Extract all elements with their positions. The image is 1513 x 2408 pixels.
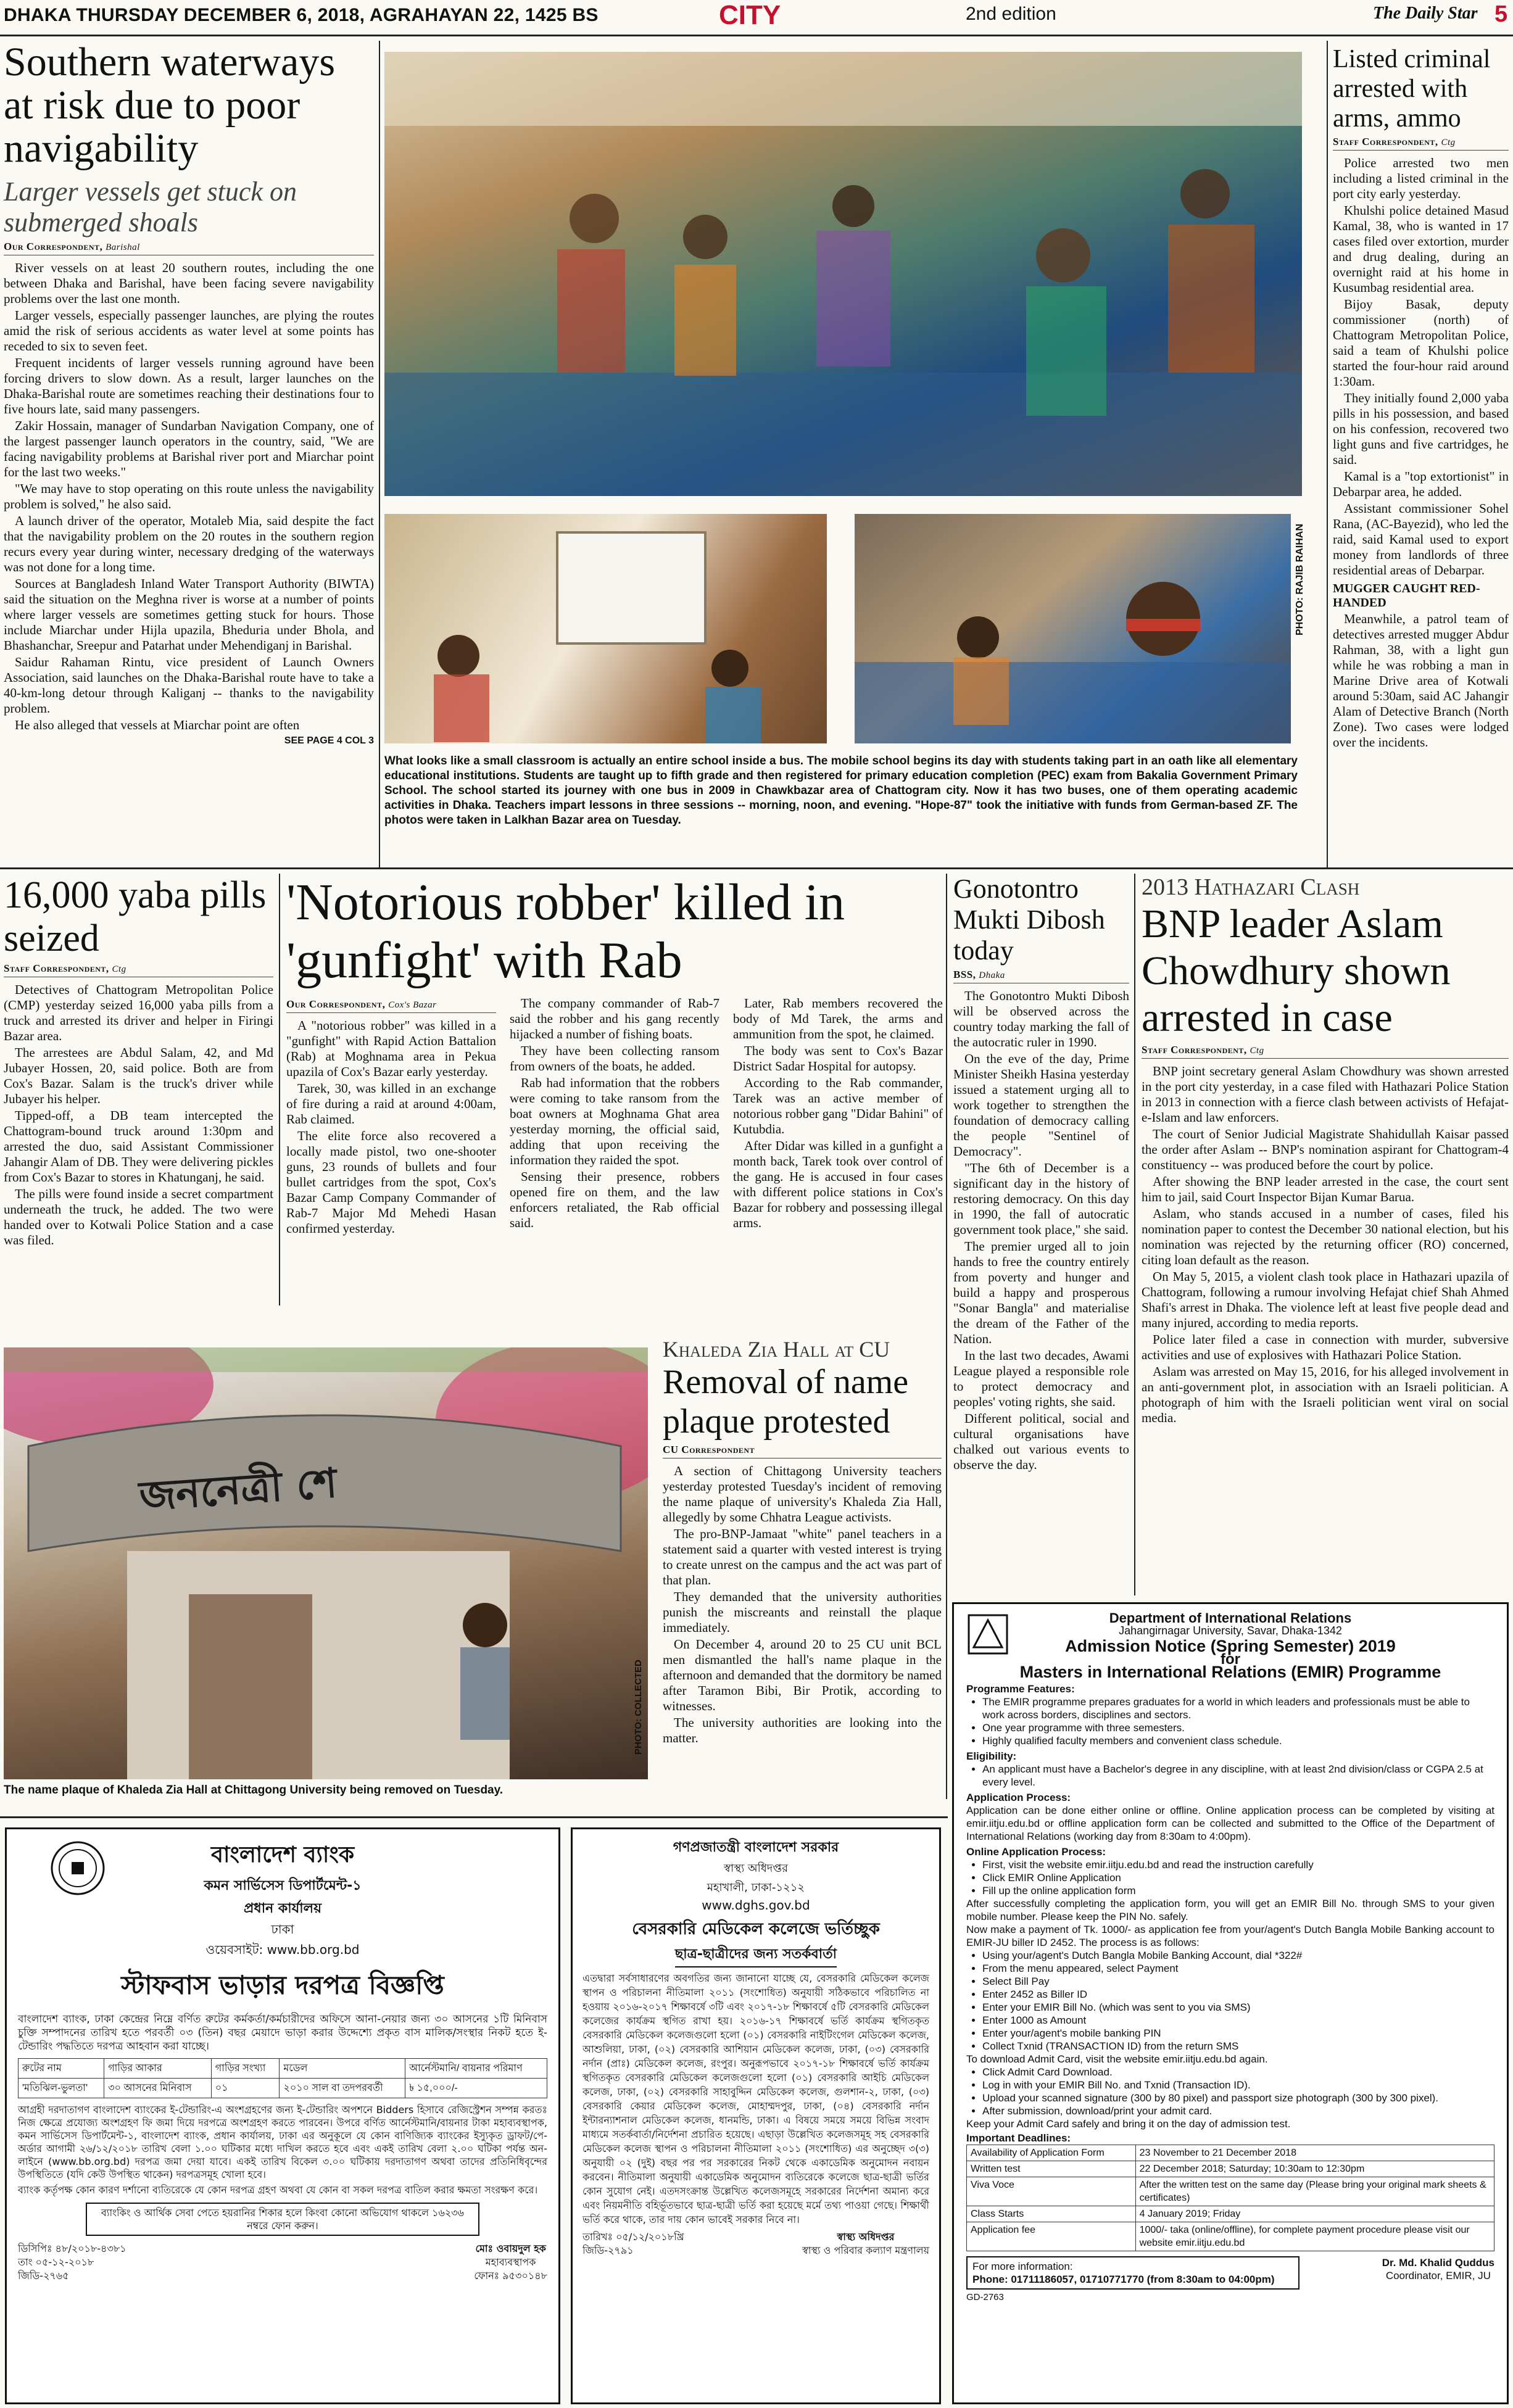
dghs-ministry: স্বাস্থ্য ও পরিবার কল্যাণ মন্ত্রণালয় (802, 2245, 929, 2256)
dghs-body: এতদ্বারা সর্বসাধারণের অবগতির জন্য জানানো যাচ্ছে যে, বেসরকারি মেডিকেল কলেজ স্থাপন ও পরিচালনা নীতিমালা ২০১১ (সংশোধিত) অনুযায়ী সঠিকভাবে পরিচালিত না হওয়ায় ২০১৬-২০১৭ শিক্ষাবর্ষে ৩টি এবং ২০১৭-১৮ শিক্ষাবর্ষে ৫টি বেসরকারি মেডিকেল কলেজের কার্যক্রম স্থগিত রাখা হয়। ২০১৬-১৭ শিক্ষাবর্ষে ভর্তি কার্যক্রম স্থগিতকৃত বেসরকারি মেডিকেল কলেজগুলো হলো (০১) বেসরকারি নাইটিংগেল মেডিকেল কলেজ, আশুলিয়া, ঢাকা, (০২) বেসরকারি আশিয়ান মেডিকেল কলেজ, ঢাকা, (০৩) বেসরকারি নর্দান (প্রাঃ) মেডিকেল কলেজ, রংপুর। অনুরূপভাবে ২০১৭-১৮ শিক্ষাবর্ষে ভর্তি কার্যক্রম স্থগিতকৃত বেসরকারি মেডিকেল কলেজগুলো হলো (০১) বেসরকারি আইচি মেডিকেল কলেজ, ঢাকা, (০২) বেসরকারি সাহাবুদ্দিন মেডিকেল কলেজ, গুলশান-২, ঢাকা, (০৩) বেসরকারি কেয়ার মেডিকেল কলেজ, মোহাম্মদপুর, ঢাকা, (০৪) বেসরকারি নর্দান ইন্টারন্যাশনাল মেডিকেল কলেজ, ধানমন্ডি, ঢাকা। এ বিষয়ে সময়ে সময়ে বিভিন্ন সংবাদ মাধ্যমে সতর্কবার্তা/নির্দেশনা প্রচারিত হয়েছে। এছাড়া উল্লেখিত কলেজসমূহ সহ বেসরকারি মেডিকেল কলেজ স্থাপন ও পরিচালনা নীতিমালা ২০১১ (সংশোধিত) এর অনুচ্ছেদ ৩(৩) অনুযায়ী ০২ (দুই) বছর পর পর সরকারের নিকট থেকে একাডেমিক অনুমোদন নবায়ন করবেন। নীতিমালা অনুযায়ী একাডেমিক অনুমোদন ব্যতিরেকে কলেজে ছাত্র-ছাত্রী ভর্তির কোন সুযোগ নেই। এতদসংক্রান্ত উল্লেখিত কলেজসমূহে সরকারের নির্দেশনা অমান্য করে এবং নিয়মনীতি বহির্ভূতভাবে ছাত্র-ছাত্রী ভর্তি করা হয়েছে মর্মে তথ্য পাওয়া গেছে। শিক্ষার্থী ভর্তি করে থাকে, তার দায় কোন ভাবেই সরকার নিবে না। (582, 1972, 929, 2225)
robber-story (286, 874, 943, 1238)
plaque-story (663, 1336, 942, 1747)
yaba-story (4, 874, 273, 1249)
yaba-body: Detectives of Chattogram Metropolitan Police (CMP) yesterday seized 16,000 yaba pills from a truck and arrested its driver and helper in Firingi Bazar area. The arrestees are Abdul Salam, 42, and Md Jubayer Hossen, 20, said police. Both are from Cox's Bazar. Salam is the truck's driver while Jubayer his helper. Tipped-off, a DB team intercepted the Chattogram-bound truck around 1:30pm and arrested the duo, said Assistant Commissioner Jahangir Alam of DB. They were delivering pickles from Cox's Bazar to stores in Khatunganj, he said. The pills were found inside a secret compartment underneath the truck, he added. The two were handed over to Kotwali Police Station and a case was filed. (4, 982, 273, 1247)
gonotontro-headline: Gonotontro Mukti Dibosh today (953, 874, 1105, 966)
list-item: • An applicant must have a Bachelor's degree in any discipline, with at least 2nd division/class or CGPA 2.5 at every level. (982, 1763, 1494, 1789)
criminal-subhead: MUGGER CAUGHT RED-HANDED (1333, 582, 1480, 610)
ju-online-list (966, 1858, 1494, 1897)
bank-city: ঢাকা (271, 1922, 294, 1937)
list-item: • Enter 2452 as Biller ID (982, 1988, 1494, 2001)
bnp-kicker: 2013 Hathazari Clash (1142, 874, 1360, 900)
ju-header (966, 1612, 1494, 1679)
table-cell: গাড়ির আকার (104, 2059, 212, 2079)
plaque-body: A section of Chittagong University teachers yesterday protested Tuesday's incident of removing the name plaque of university's Khaleda Zia Hall, allegedly by some Chhatra League activists. The pro-BNP-Jamaat "white" panel teachers in a statement said a quarter with vested interest is trying to create unrest on the campus and the act was part of that plan. They demanded that the university authorities punish the miscreants and reinstall the plaque immediately. On December 4, around 20 to 25 CU unit BCL men dismantled the hall's name plaque in the afternoon and demanded that the dormitory be named after Taramon Bibi, Bir Protik, according to witnesses. The university authorities are looking into the matter. (663, 1463, 942, 1745)
ju-features-label: Programme Features: (966, 1683, 1075, 1695)
list-item: • The EMIR programme prepares graduates for a world in which leaders and professionals must be able to work across borders, disciplines and sectors. (982, 1695, 1494, 1721)
ju-signer-block (1382, 2256, 1494, 2290)
column-rule (946, 874, 947, 1799)
column-rule (379, 41, 380, 867)
waterways-body: River vessels on at least 20 southern routes, including the one between Dhaka and Barishal, have been facing severe navigability problems over the last one month. Larger vessels, especially passenger launches, are plying the routes amid the risk of serious accidents as water level at some points has receded to six to seven feet. Frequent incidents of larger vessels running aground have been forcing drivers to slow down. As a result, larger launches on the Dhaka-Barishal route are sometimes reaching their destinations four to five hours late, said many passengers. Zakir Hossain, manager of Sundarban Navigation Company, one of the largest passenger launch operators in the country, said, "We are facing navigability problems at Barishal river port and Miarchar point for the last two weeks." "We may have to stop operating on this route unless the navigability problem is solved," he also said. A launch driver of the operator, Motaleb Mia, said despite the fact that the navigability problem on the 20 routes in the southern region recurs every year during winter, necessary dredging of the waterways was not done for a long time. Sources at Bangladesh Inland Water Transport Authority (BIWTA) said the situation on the Meghna river is worse at a number of points where larger vessels are sometimes getting stuck for hours. Those include Miarchar under Hijla upazila, Bheduria under Bhola, and Bhashanchar, Sreepur and Patarhat under Mehendiganj in Barishal. Saidur Rahaman Rintu, vice president of Launch Owners Association, said launches on the Dhaka-Barishal route have to take a 40-km-long detour through Kaliganj -- thanks to the navigability problem. He also alleged that vessels at Miarchar point are often (4, 260, 374, 732)
dghs-ref-gd: জিডি-২৭৯১ (582, 2245, 634, 2256)
table-row (967, 2206, 1494, 2222)
plaque-caption: The name plaque of Khaleda Zia Hall at Chittagong University being removed on Tuesday. (4, 1784, 504, 1797)
list-item: • Using your/agent's Dutch Bangla Mobile Banking Account, dial *322# (982, 1949, 1494, 1962)
dghs-refs (582, 2230, 684, 2257)
ju-process: Application can be done either online or offline. Online application process can be completed by visiting at emir.iitju.edu.bd or offline application form can be collected and submitted to the Office of the Department of International Relations (working day from 8:30am to 4:00pm). (966, 1805, 1494, 1842)
ju-phone: Phone: 01711186057, 01710771770 (from 8:30am to 04:00pm) (972, 2274, 1275, 2285)
plaque-photo-credit: PHOTO: COLLECTED (633, 1660, 644, 1755)
bank-route-table (18, 2058, 547, 2098)
ad-dghs (571, 1827, 941, 2404)
dghs-signer-block (802, 2230, 929, 2257)
list-item: • Click EMIR Online Application (982, 1871, 1494, 1884)
table-cell: আর্নেস্টমানি/ বায়নার পরিমাণ (405, 2059, 547, 2079)
masthead-rule (0, 35, 1513, 36)
ju-programme: Masters in International Relations (EMIR) Programme (1019, 1663, 1441, 1681)
table-cell: ৳ ১৫,০০০/- (405, 2079, 547, 2098)
waterways-headline: Southern waterways at risk due to poor navigability (4, 39, 336, 171)
plaque-scene-graphic (4, 1347, 648, 1779)
bank-seal-icon (50, 1840, 106, 1896)
dghs-title: বেসরকারি মেডিকেল কলেজে ভর্তিচ্ছুক (632, 1920, 880, 1938)
plaque-sign-text: জননেত্রী শে (138, 1458, 339, 1521)
section-label: CITY (719, 0, 781, 30)
paper-logo: The Daily Star (1373, 4, 1478, 23)
list-item: • One year programme with three semesters. (982, 1721, 1494, 1734)
table-cell: ৩০ আসনের মিনিবাস (104, 2079, 212, 2098)
bank-org: বাংলাদেশ ব্যাংক (210, 1842, 355, 1868)
table-cell: Application fee (967, 2222, 1136, 2251)
ju-payment: Now make a payment of Tk. 1000/- as application fee from your/agent's Dutch Bangla Mobile Banking account to EMIR-JU biller ID 2452. The process is as follows: (966, 1924, 1494, 1948)
column-rule (279, 874, 280, 1305)
list-item: • Highly qualified faculty members and convenient class schedule. (982, 1734, 1494, 1747)
ads-rule (0, 1816, 948, 1818)
ju-deadlines-table (966, 2145, 1494, 2251)
section-rule (0, 867, 1513, 869)
students-scene-graphic (855, 514, 1291, 743)
criminal-body: Police arrested two men including a listed criminal in the port city early yesterday. Khulshi police detained Masud Kamal, 38, who is wanted in 17 cases filed over extortion, murder and drug dealing, during an overnight raid at his home in Kusumbag residential area. Bijoy Basak, deputy commissioner (north) of Chattogram Metropolitan Police, said a team of Khulshi police started the four-hour raid around 1:30am. They initially found 2,000 yaba pills in his possession, and based on his confession, recovered two light guns and five cartridges, he said. Kamal is a "top extortionist" in Debarpar area, he added. Assistant commissioner Sohel Rana, (AC-Bayezid), who led the raid, said Kamal used to export money from landlords of three residential areas of Debarpar. (1333, 155, 1509, 577)
bank-office: প্রধান কার্যালয় (243, 1901, 322, 1916)
table-cell: Viva Voce (967, 2177, 1136, 2206)
bnp-story (1142, 874, 1509, 1427)
table-cell: 23 November to 21 December 2018 (1135, 2145, 1494, 2161)
gonotontro-body: The Gonotontro Mukti Dibosh will be observed across the country today marking the fall of the autocratic ruler in 1990. On the eve of the day, Prime Minister Sheikh Hasina yesterday issued a statement urging all to work together to strengthen the foundation of democracy calling the people "Sentinel of Democracy". "The 6th of December is a significant day in the history of restoring democracy. On this day in 1990, the fall of autocratic government took place," she said. The premier urged all to join hands to free the country entirely from poverty and hunger and build a happy and prosperous "Sonar Bangla" and materialise the dream of the Father of the Nation. In the last two decades, Awami League played a responsible role to protect democracy and peoples' voting rights, she said. Different political, social and cultural organisations have chalked out various events to observe the day. (953, 988, 1129, 1472)
criminal-body-2: Meanwhile, a patrol team of detectives arrested mugger Abdur Rahman, 38, with a light gun while he was robbing a man in Marine Drive area of Kotwali around 5:30am, said AC Jahangir Alam of Detective Branch (North Zone). Two cases were lodged over the incidents. (1333, 611, 1509, 750)
ju-eligibility-label: Eligibility: (966, 1750, 1017, 1762)
dghs-org: গণপ্রজাতন্ত্রী বাংলাদেশ সরকার (673, 1840, 839, 1855)
bnp-byline: Staff Correspondent, Ctg (1142, 1044, 1509, 1059)
table-row (967, 2222, 1494, 2251)
list-item: • After submission, download/print your admit card. (982, 2104, 1494, 2117)
bnp-body: BNP joint secretary general Aslam Chowdhury was shown arrested in the port city yesterday, in a case filed with Hathazari Police Station in 2013 in connection with a fierce clash between activists of Hefajat-e-Islam and law enforcers. The court of Senior Judicial Magistrate Shahidullah Kaisar passed the order after Aslam -- BNP's nomination aspirant for Chattogram-4 constituency -- was produced before the court by police. After showing the BNP leader arrested in the case, the court sent him to jail, said Court Inspector Bijan Kumar Barua. Aslam, who stands accused in a number of cases, filed his nomination paper to contest the December 30 national election, but his nomination was rejected by the returning officer (RO) concerned, citing loan default as the reason. On May 5, 2015, a violent clash took place in Hathazari upazila of Chattogram, following a rumour involving Hefajat chief Shah Ahmed Shafi's arrest in Dhaka. The violence left at least five people dead and many injured, according to media reports. Police later filed a case in connection with murder, subversive activities and use of explosives with Hathazari Police Station. Aslam was arrested on May 15, 2016, for his alleged involvement in an anti-government plot, in association with an Israeli politician. A photograph of him with the Israeli politician went viral on social media. (1142, 1064, 1509, 1425)
table-cell: রুটের নাম (19, 2059, 104, 2079)
waterways-deck: Larger vessels get stuck on submerged shoals (4, 176, 297, 238)
bank-warning: ব্যাংকিং ও আর্থিক সেবা পেতে হয়রানির শিকার হলে কিংবা কোনো অভিযোগ থাকলে ১৬২৩৬ নম্বরে ফোন করুন। (86, 2203, 479, 2236)
table-row (967, 2177, 1494, 2206)
ju-footer (966, 2256, 1494, 2290)
criminal-story (1333, 44, 1509, 751)
bank-signer-block (474, 2242, 547, 2283)
list-item: • Select Bill Pay (982, 1975, 1494, 1988)
list-item: • Click Admit Card Download. (982, 2066, 1494, 2079)
waterways-byline: Our Correspondent, Barishal (4, 241, 374, 255)
bank-web: ওয়েবসাইট: www.bb.org.bd (205, 1942, 360, 1957)
table-cell: Availability of Application Form (967, 2145, 1136, 2161)
ju-signer: Dr. Md. Khalid Quddus (1382, 2257, 1494, 2269)
ju-features-list (966, 1695, 1494, 1747)
bank-signer-title: মহাব্যবস্থাপক (485, 2256, 536, 2268)
table-cell: গাড়ির সংখ্যা (211, 2059, 280, 2079)
waterways-story (4, 41, 374, 747)
table-cell: 'মতিঝিল-ভুলতা' (19, 2079, 104, 2098)
ju-deadlines-label: Important Deadlines: (966, 2132, 1071, 2144)
list-item: • Fill up the online application form (982, 1884, 1494, 1897)
dghs-web: www.dghs.gov.bd (702, 1898, 810, 1913)
page-number: 5 (1494, 1, 1508, 27)
robber-columns (286, 996, 943, 1238)
ad-ju-emir (952, 1602, 1509, 2404)
list-item: • Enter your EMIR Bill No. (which was sent to you via SMS) (982, 2001, 1494, 2014)
ju-online-label: Online Application Process: (966, 1846, 1106, 1858)
ju-payment-steps (966, 1949, 1494, 2053)
ju-eligibility-list (966, 1763, 1494, 1789)
plaque-photo (4, 1347, 648, 1779)
dghs-footer (582, 2230, 929, 2257)
bank-footer (18, 2242, 547, 2283)
list-item: • Enter your/agent's mobile banking PIN (982, 2027, 1494, 2040)
robber-col-3 (733, 996, 943, 1238)
table-cell: মডেল (280, 2059, 405, 2079)
bank-title: স্টাফবাস ভাড়ার দরপত্র বিজ্ঞপ্তি (121, 1970, 444, 2000)
ad-bangladesh-bank (5, 1827, 560, 2404)
waterways-jump: SEE PAGE 4 COL 3 (284, 735, 374, 746)
robber-col-1-text: A "notorious robber" was killed in a "gunfight" with Rapid Action Battalion (Rab) at Moghnama area in Pekua upazila of Cox's Bazar early yesterday. Tarek, 30, was killed in an exchange of fire during a raid at around 4:00am, Rab claimed. The elite force also recovered a locally made pistol, two one-shooter guns, 23 rounds of bullets and four bullet cartridges from the spot, Cox's Bazar Camp Company Commander of Rab-7 Major Md Mehedi Hasan confirmed yesterday. (286, 1018, 496, 1236)
criminal-headline: Listed criminal arrested with arms, ammo (1333, 45, 1491, 133)
gonotontro-story (953, 874, 1129, 1474)
ju-after: After successfully completing the application form, you will get an EMIR Bill No. through SMS to your given mobile number. Please keep the PIN No. safely. (966, 1898, 1494, 1922)
bank-ref-date: তাং ০৫-১২-২০১৮ (18, 2256, 94, 2268)
table-cell: Class Starts (967, 2206, 1136, 2222)
ju-download-steps (966, 2066, 1494, 2117)
whiteboard-scene-graphic (384, 514, 827, 743)
bank-intro: বাংলাদেশ ব্যাংক, ঢাকা কেন্দ্রের নিম্নে বর্ণিত রুটের কর্মকর্তা/কর্মচারীদের অফিসে আনা-নেয়ার জন্য ৩০ আসনের ১টি মিনিবাস চুক্তি সম্পাদনের তারিখ হতে পরবর্তী ০৩ (তিন) বছর মেয়াদে ভাড়া করার উদ্দেশ্যে প্রকৃত বাস মালিক/সংস্থার নিকট হতে ই-টেন্ডারিং পদ্ধতিতে দরপত্র আহবান করা যাচ্ছে। (18, 2013, 547, 2053)
classroom-scene-graphic (384, 52, 1302, 496)
robber-col-2-text: The company commander of Rab-7 said the robber and his gang recently hijacked a number of fishing boats. They have been collecting ransom from owners of the boats, he added. Rab had information that the robbers were coming to take ransom from the boat owners at Moghnama Ghat area yesterday morning, the official said, adding that upon receiving the information they raided the spot. Sensing their presence, robbers opened fire on them, and the law enforcers retaliated, the Rab official said. (510, 996, 719, 1230)
table-row (19, 2059, 547, 2079)
ju-for: for (1221, 1651, 1240, 1668)
dghs-ref-date: তারিখঃ ০৫/১২/২০১৮খ্রি (582, 2231, 684, 2243)
dghs-signer: স্বাস্থ্য অধিদপ্তর (837, 2231, 895, 2243)
table-cell: 22 December 2018; Saturday; 10:30am to 12:30pm (1135, 2161, 1494, 2177)
robber-col-3-text: Later, Rab members recovered the body of Md Tarek, the arms and ammunition from the spot, he claimed. The body was sent to Cox's Bazar District Sadar Hospital for autopsy. According to the Rab commander, Tarek was an active member of notorious robber gang "Didar Bahini" of Kutubdia. After Didar was killed in a gunfight a month back, Tarek took over control of the gang. He is accused in four cases with different police stations in Cox's Bazar for robbery and possessing illegal arms. (733, 996, 943, 1230)
ju-process-label: Application Process: (966, 1792, 1071, 1803)
dghs-dept: স্বাস্থ্য অধিদপ্তর (723, 1862, 788, 1875)
masthead (0, 0, 1513, 35)
bank-refs (18, 2242, 126, 2283)
criminal-byline: Staff Correspondent, Ctg (1333, 136, 1509, 151)
ju-dept: Department of International Relations (1109, 1610, 1352, 1626)
bus-school-photo-left (384, 514, 827, 743)
dghs-header (582, 1837, 929, 1971)
table-cell: ২০১০ সাল বা তদপরবর্তী (280, 2079, 405, 2098)
table-row (967, 2161, 1494, 2177)
bnp-headline: BNP leader Aslam Chowdhury shown arrested in case (1142, 901, 1451, 1040)
plaque-kicker: Khaleda Zia Hall at CU (663, 1337, 890, 1362)
yaba-byline: Staff Correspondent, Ctg (4, 962, 273, 977)
table-cell: Written test (967, 2161, 1136, 2177)
ju-ref: GD-2763 (966, 2292, 1004, 2302)
ju-signer-title: Coordinator, EMIR, JU (1385, 2270, 1491, 2282)
bank-signer: মোঃ ওবায়দুল হক (475, 2243, 546, 2254)
bank-signer-phone: ফোনঃ ৯৫৩০১৪৮ (474, 2270, 547, 2282)
table-row (19, 2079, 547, 2098)
bank-ref: ডিসিপিঃ ৪৮/২০১৮-৪৩৮১ (18, 2243, 126, 2254)
plaque-headline: Removal of name plaque protested (663, 1363, 909, 1441)
plaque-byline: CU Correspondent (663, 1444, 942, 1458)
table-cell: After the written test on the same day (Please bring your original mark sheets & certificates) (1135, 2177, 1494, 2206)
robber-headline: 'Notorious robber' killed in 'gunfight' with Rab (286, 874, 845, 989)
table-cell: 1000/- taka (online/offline), for complete payment procedure please visit our website emir.iitju.edu.bd (1135, 2222, 1494, 2251)
gonotontro-byline: BSS, Dhaka (953, 969, 1129, 983)
bus-school-photo-right (855, 514, 1291, 743)
ju-contact-box (966, 2256, 1300, 2290)
bus-school-caption: What looks like a small classroom is actually an entire school inside a bus. The mobile school begins its day with students taking part in an oath like all elementary educational institutions. Students are taught up to fifth grade and then registered for primary education completion (PEC) exam from Bakalia Government Primary School. The school started its journey with one bus in 2009 in Chawkbazar area of Chattogram city. Now it has two buses, one of them operating academic activities in Dhaka. Teachers impart lessons in three sessions -- morning, noon, and evening. "Hope-87" took the initiative with funds from German-based ZF. The photos were taken in Lalkhan Bazar area on Tuesday. (384, 755, 1298, 827)
ju-download: To download Admit Card, visit the website emir.iitju.edu.bd again. (966, 2053, 1268, 2065)
robber-byline: Our Correspondent, Cox's Bazar (286, 998, 496, 1013)
list-item: • First, visit the website emir.iitju.edu.bd and read the instruction carefully (982, 1858, 1494, 1871)
robber-col-1 (286, 996, 496, 1238)
ju-info-label: For more information: (972, 2261, 1073, 2272)
dateline: DHAKA THURSDAY DECEMBER 6, 2018, AGRAHAYAN 22, 1425 BS (4, 5, 599, 25)
column-rule (1327, 41, 1328, 867)
list-item: • Log in with your EMIR Bill No. and Txnid (Transaction ID). (982, 2079, 1494, 2091)
bank-ref-gd: জিডি-২৭৬৫ (18, 2270, 69, 2282)
robber-col-2 (510, 996, 719, 1238)
ju-logo-icon (966, 1613, 1009, 1656)
list-item: • Collect Txnid (TRANSACTION ID) from the return SMS (982, 2040, 1494, 2053)
table-row (967, 2145, 1494, 2161)
dghs-address: মহাখালী, ঢাকা-১২১২ (707, 1881, 805, 1894)
list-item: • Upload your scanned signature (300 by 80 pixel) and passport size photograph (300 by 300 pixel). (982, 2091, 1494, 2104)
list-item: • Enter 1000 as Amount (982, 2014, 1494, 2027)
table-cell: ০১ (211, 2079, 280, 2098)
bank-dept: কমন সার্ভিসেস ডিপার্টমেন্ট-১ (204, 1878, 362, 1893)
bank-body-2: ব্যাংক কর্তৃপক্ষ কোন কারণ দর্শানো ব্যতিরেকে যে কোন দরপত্র গ্রহণ অথবা যে কোন বা সকল দরপত্র বাতিল করার ক্ষমতা সংরক্ষণ করে। (18, 2184, 538, 2196)
yaba-headline: 16,000 yaba pills seized (4, 874, 267, 959)
list-item: • From the menu appeared, select Payment (982, 1962, 1494, 1975)
table-cell: 4 January 2019; Friday (1135, 2206, 1494, 2222)
ju-title: Admission Notice (Spring Semester) 2019 (1065, 1637, 1396, 1655)
edition-label: 2nd edition (966, 4, 1056, 24)
bus-photo-credit: PHOTO: RAJIB RAIHAN (1295, 523, 1305, 635)
bus-school-photo-main (384, 52, 1302, 496)
bank-body: আগ্রহী দরদাতাগণ বাংলাদেশ ব্যাংকের ই-টেন্ডারিং-এ অংশগ্রহণের জন্য ই-টেন্ডারিং অপশনে Bidders হিসাবে রেজিস্ট্রেশন সম্পন্ন করতঃ নিজ ক্ষেত্রে প্রযোজ্য অংশগ্রহণ ফি জমা দিয়ে দরপত্রে অংশগ্রহণ করতে পারবেন। উপরে বর্ণিত আর্নেস্টমানি/বায়নার টাকা মহাব্যবস্থাপক, কমন সার্ভিসেস ডিপার্টমেন্ট-১, বাংলাদেশ ব্যাংক, প্রধান কার্যালয়, ঢাকা এর অনুকূলে যে কোন বাণিজ্যিক ব্যাংকের ইস্যুকৃত ড্রাফট/পে-অর্ডার আগামী ২৬/১২/২০১৮ তারিখ বেলা ১.০০ ঘটিকার মধ্যে দাখিল করতে হবে এবং একই তারিখ বেলা ২.০০ ঘটিকা পর্যন্ত অন-লাইনে (www.bb.org.bd) দরপত্র জমা দেয়া যাবে। একই তারিখ বিকেল ৩.০০ ঘটিকায় দরদাতাগণ অথবা তাদের প্রতিনিধিবৃন্দের উপস্থিতিতে (যদি কেউ উপস্থিত থাকেন) দরপত্রসমূহ খোলা হবে। (18, 2104, 547, 2180)
ju-univ: Jahangirnagar University, Savar, Dhaka-1342 (1119, 1624, 1342, 1637)
ju-keep: Keep your Admit Card safely and bring it on the day of admission test. (966, 2118, 1291, 2130)
column-rule (1134, 874, 1135, 1595)
dghs-subtitle: ছাত্র-ছাত্রীদের জন্য সতর্কবার্তা (675, 1943, 837, 1967)
